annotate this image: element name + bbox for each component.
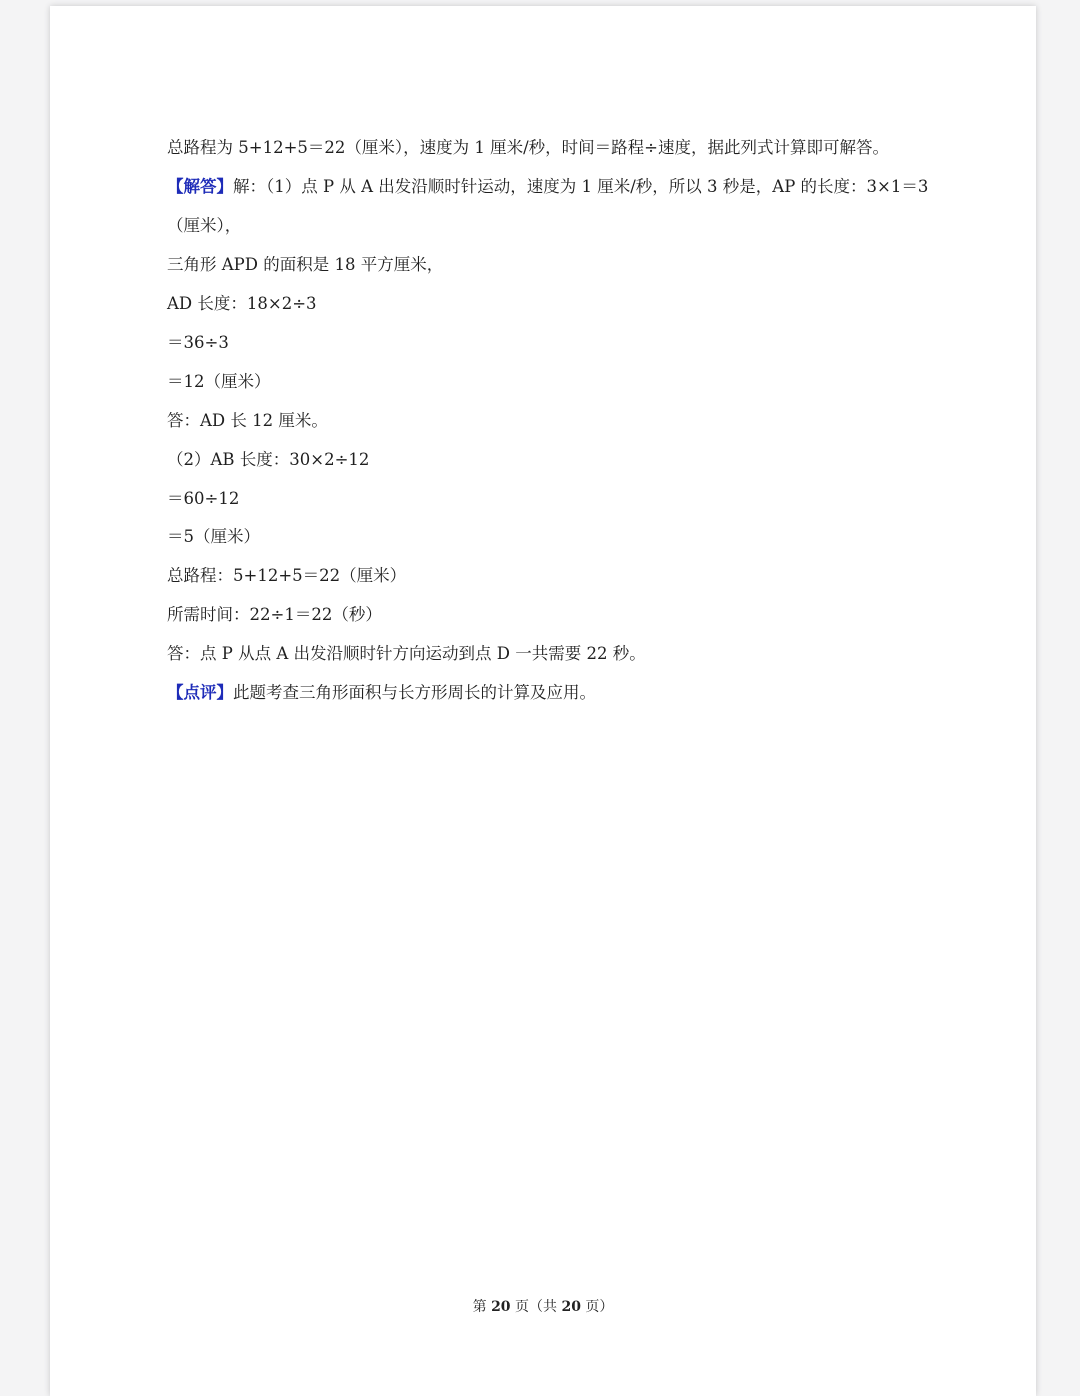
footer-suffix: 页） (580, 1299, 614, 1315)
footer-total-pages: 20 (561, 1299, 581, 1315)
text-line: AD 长度：18×2÷3 (167, 294, 317, 313)
text-line: 三角形 APD 的面积是 18 平方厘米， (167, 255, 444, 274)
document-page (50, 6, 1036, 1396)
text-line: 总路程为 5+12+5＝22（厘米），速度为 1 厘米/秒，时间＝路程÷速度，据此列式计算即可解答。 (167, 138, 890, 157)
comment-line (167, 682, 596, 704)
text-line: ＝12（厘米） (167, 372, 271, 391)
footer-prefix: 第 (472, 1299, 492, 1315)
text-line: 答：点 P 从点 A 出发沿顺时针方向运动到点 D 一共需要 22 秒。 (167, 644, 646, 663)
footer-middle: 页（共 (510, 1299, 562, 1315)
page-footer (50, 1296, 1036, 1316)
footer-page-number: 20 (491, 1299, 511, 1315)
answer-text: 解：（1）点 P 从 A 出发沿顺时针运动，速度为 1 厘米/秒，所以 3 秒是，AP 的长度：3×1＝3 (233, 177, 929, 196)
text-line: ＝60÷12 (167, 489, 240, 508)
answer-line (167, 176, 928, 198)
text-line: 答：AD 长 12 厘米。 (167, 411, 328, 430)
comment-tag: 【点评】 (167, 683, 233, 702)
text-line: ＝36÷3 (167, 333, 229, 352)
text-line: 所需时间：22÷1＝22（秒） (167, 605, 382, 624)
text-line: （厘米）， (167, 216, 242, 235)
text-line: 总路程：5+12+5＝22（厘米） (167, 566, 407, 585)
text-line: ＝5（厘米） (167, 527, 260, 546)
answer-tag: 【解答】 (167, 177, 233, 196)
text-line: （2）AB 长度：30×2÷12 (167, 450, 370, 469)
comment-text: 此题考查三角形面积与长方形周长的计算及应用。 (233, 683, 596, 702)
